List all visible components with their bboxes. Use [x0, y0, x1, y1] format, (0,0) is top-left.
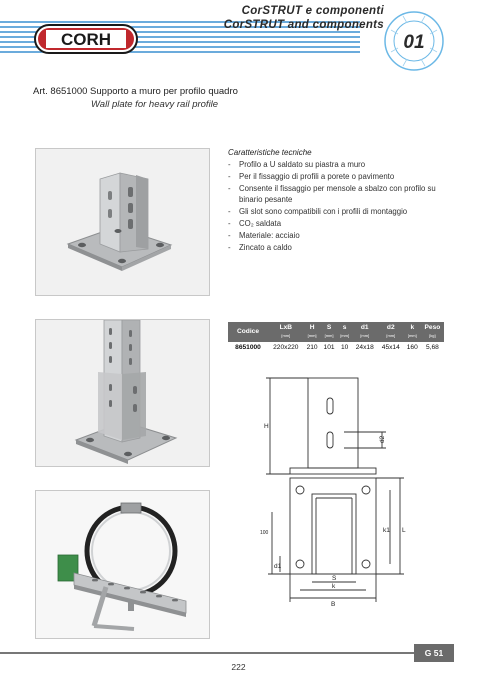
col-header: Peso [kg]	[421, 322, 444, 342]
table-header-row	[228, 322, 444, 342]
page-tag: G 51	[414, 644, 454, 662]
cell-weight: 5,68	[425, 344, 439, 351]
spec-item: - Gli slot sono compatibili con i profili di montaggio	[228, 206, 453, 218]
specs-title: Caratteristiche tecniche	[228, 148, 312, 157]
header-title-it: CorSTRUT e componenti	[241, 5, 384, 17]
spec-item: - CO₂ saldata	[228, 218, 453, 230]
section-number: 01	[403, 32, 425, 53]
col-header: S [mm]	[321, 322, 338, 342]
cell-d2: 45x14	[381, 344, 400, 351]
label-k1: k1	[383, 527, 390, 534]
label-L: L	[402, 527, 406, 534]
specs-table	[228, 322, 444, 353]
col-header: LxB [mm]	[268, 322, 304, 342]
logo-text: CORH	[60, 30, 112, 49]
label-d1: d1	[274, 563, 282, 570]
col-header: H [mm]	[304, 322, 321, 342]
label-B: B	[331, 601, 336, 608]
cell-s: 10	[340, 344, 349, 351]
specs-list	[228, 159, 453, 253]
spec-item: - Zincato a caldo	[228, 242, 453, 254]
cell-k: 160	[406, 344, 418, 351]
spec-item: - Profilo a U saldato su piastra a muro	[228, 159, 453, 171]
product-photo-1	[35, 148, 210, 296]
col-header: Codice	[228, 322, 268, 342]
article-label: Art. 8651000 Supporto a muro per profilo quadro	[33, 86, 238, 97]
label-d2: d2	[379, 435, 386, 443]
cell-S: 101	[323, 344, 335, 351]
cell-h: 210	[306, 344, 318, 351]
article-subtitle-en: Wall plate for heavy rail profile	[91, 99, 219, 110]
footer-rule	[0, 652, 414, 654]
cell-d1: 24x18	[355, 344, 374, 351]
cell-lxb: 220x220	[273, 344, 299, 351]
col-header: d1 [mm]	[352, 322, 378, 342]
spec-item: - Per il fissaggio di profili a porete o pavimento	[228, 171, 453, 183]
label-H: H	[264, 423, 269, 430]
col-header: k [mm]	[404, 322, 421, 342]
table-row	[228, 342, 444, 353]
spec-item: - Materiale: acciaio	[228, 230, 453, 242]
product-photo-2	[35, 319, 210, 467]
label-S: S	[332, 575, 337, 582]
application-photo	[35, 490, 210, 639]
col-header: s [mm]	[338, 322, 352, 342]
header-title-en: CorSTRUT and components	[223, 19, 384, 31]
spec-item: - Consente il fissaggio per mensole a sbalzo con profilo su binario pesante	[228, 183, 453, 207]
cell-code: 8651000	[235, 344, 261, 351]
header-titles	[214, 4, 384, 32]
technical-drawing	[250, 372, 455, 612]
corh-logo	[34, 24, 138, 54]
col-header: d2 [mm]	[378, 322, 404, 342]
page-number: 222	[231, 662, 246, 672]
label-100: 100	[260, 530, 269, 536]
section-badge	[383, 10, 445, 72]
label-k: k	[332, 583, 336, 590]
